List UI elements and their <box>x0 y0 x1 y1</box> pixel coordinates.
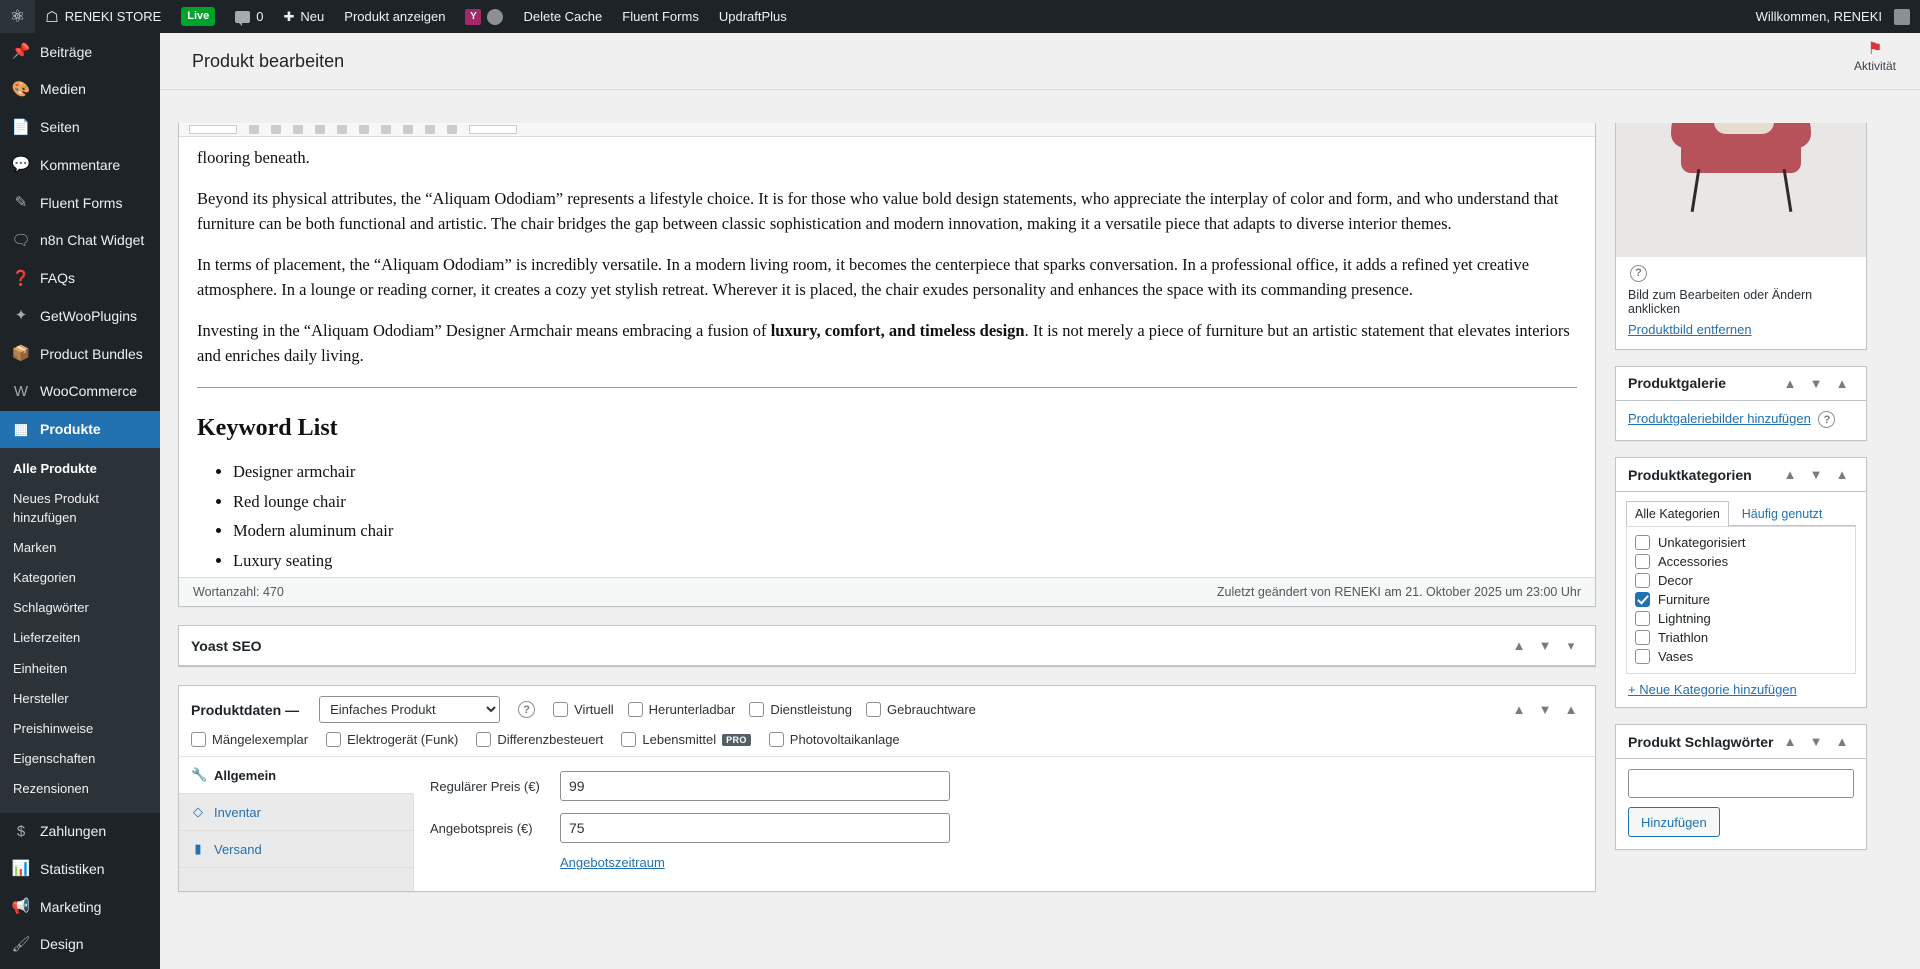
comment-icon: 💬 <box>11 156 31 174</box>
product-photo <box>1616 123 1866 257</box>
featured-image-caption: Bild zum Bearbeiten oder Ändern anklicken <box>1628 287 1813 316</box>
sidebar-item-label: Beiträge <box>40 43 93 60</box>
checkbox-box[interactable] <box>1635 592 1650 607</box>
category-label: Decor <box>1658 573 1693 588</box>
product-data-title: Produktdaten — <box>191 701 300 718</box>
checkbox-box[interactable] <box>621 732 636 747</box>
page-icon: 📄 <box>11 118 31 136</box>
checkbox-differenzbesteuert[interactable] <box>476 732 603 747</box>
live-badge: Live <box>171 0 225 33</box>
category-checklist[interactable] <box>1626 526 1856 674</box>
main-area <box>160 123 1920 969</box>
keyword-list <box>197 459 1577 577</box>
product-gallery-box <box>1615 366 1867 442</box>
activity-button[interactable] <box>1844 40 1906 73</box>
list-item: • Designer armchair <box>233 459 1577 485</box>
checkbox-elektrogeraet[interactable] <box>326 732 458 747</box>
pin-icon: 📌 <box>11 43 31 60</box>
sidebar-item-label: FAQs <box>40 270 76 287</box>
numbered-list-icon[interactable] <box>315 125 325 134</box>
category-item-lightning[interactable] <box>1635 609 1847 628</box>
products-icon: ▦ <box>13 420 29 438</box>
checkbox-virtuell[interactable] <box>553 702 614 717</box>
gallery-box-title: Produktgalerie <box>1628 375 1727 391</box>
chat-icon: 🗨 <box>11 231 31 249</box>
checkbox-box[interactable] <box>1635 554 1650 569</box>
word-count: Wortanzahl: 470 <box>193 585 284 599</box>
gallery-box-body <box>1616 401 1866 441</box>
align-left-icon[interactable] <box>359 125 369 134</box>
category-label: Vases <box>1658 649 1694 664</box>
category-label: Furniture <box>1658 592 1711 607</box>
editor-paragraph: flooring beneath. <box>197 148 310 167</box>
submenu-item-preishinweise[interactable]: Preishinweise <box>13 720 94 736</box>
help-icon[interactable]: ? <box>518 701 535 718</box>
tab-versand[interactable] <box>179 831 413 868</box>
product-categories-box <box>1615 457 1867 708</box>
category-item-accessories[interactable] <box>1635 552 1847 571</box>
toggle-panel-icon[interactable]: ▲ <box>1835 734 1849 749</box>
field-label: Regulärer Preis (€) <box>430 778 540 794</box>
editor-paragraph: Beyond its physical attributes, the “Aliquam Ododiam” represents a lifestyle choice. It is for those who value bold design statements, who appreciate the interplay of color and form, and who understand that furniture can be both functional and artistic. The chair bridges the gap between classic sophistication and modern innovation, making it a versatile piece that adapts to diverse interior themes. <box>197 188 1559 234</box>
list-item: • Luxury seating <box>233 548 1577 574</box>
sidebar-item-label: Fluent Forms <box>40 194 123 211</box>
checkbox-label: Differenzbesteuert <box>497 732 604 747</box>
sale-schedule-link[interactable]: Angebotszeitraum <box>560 855 665 870</box>
editor-content[interactable] <box>179 137 1595 577</box>
toggle-panel-icon[interactable]: ▾ <box>1567 637 1575 653</box>
checkbox-herunterladbar[interactable] <box>628 702 736 717</box>
page-header <box>160 33 1920 90</box>
flag-icon: ⚑ <box>1867 39 1883 58</box>
toggle-panel-icon[interactable]: ▲ <box>1835 467 1849 482</box>
sidebar-item-label: WooCommerce <box>40 383 137 400</box>
updraftplus-label: UpdraftPlus <box>718 9 787 24</box>
add-gallery-images-link[interactable]: Produktgaleriebilder hinzufügen <box>1628 410 1811 426</box>
checkbox-box[interactable] <box>553 702 568 717</box>
site-name-button[interactable] <box>35 0 171 33</box>
category-label: Lightning <box>1658 611 1711 626</box>
payments-icon: $ <box>16 822 26 840</box>
category-label: Triathlon <box>1658 630 1709 645</box>
submenu-item-schlagwoerter[interactable]: Schlagwörter <box>13 600 89 616</box>
more-tag-icon[interactable] <box>447 125 457 134</box>
admin-sidebar-menu <box>0 33 160 969</box>
tags-handle-actions <box>1778 730 1854 754</box>
sale-price-input[interactable] <box>560 813 950 843</box>
keyword-list-heading: Keyword List <box>197 414 338 441</box>
wrench-icon: 🔧 <box>191 767 208 782</box>
faq-icon: ❓ <box>11 269 31 287</box>
activity-label: Aktivität <box>1853 58 1896 73</box>
featured-image-remove-wrap <box>1616 320 1866 349</box>
move-up-icon[interactable]: ▲ <box>1783 375 1797 391</box>
submenu-item-lieferzeiten[interactable]: Lieferzeiten <box>13 630 81 646</box>
checkbox-box[interactable] <box>326 732 341 747</box>
gallery-box-header <box>1616 367 1866 401</box>
sidebar-item-faqs[interactable] <box>0 260 160 298</box>
sidebar-item-label: GetWooPlugins <box>40 307 138 324</box>
checkbox-label: Dienstleistung <box>770 702 853 717</box>
sidebar-item-label: Product Bundles <box>40 345 143 362</box>
bundle-icon: 📦 <box>11 345 31 362</box>
checkbox-lebensmittel[interactable] <box>621 732 750 747</box>
move-down-icon[interactable]: ▼ <box>1809 467 1823 482</box>
sidebar-item-label: Zahlungen <box>40 823 107 840</box>
inventory-icon: ◇ <box>193 804 203 819</box>
chair-pillow-shape <box>1714 123 1774 134</box>
toggle-panel-icon[interactable]: ▲ <box>1564 702 1578 717</box>
add-category-wrap <box>1616 674 1866 707</box>
updraftplus-button[interactable] <box>709 0 797 33</box>
view-product-button[interactable] <box>334 0 455 33</box>
editor-divider <box>197 387 1577 388</box>
checkbox-box[interactable] <box>1635 535 1650 550</box>
sidebar-item-kommentare[interactable] <box>0 146 160 184</box>
category-tabs <box>1626 500 1856 526</box>
submenu-item-einheiten[interactable]: Einheiten <box>13 660 68 676</box>
product-tags-box <box>1615 724 1867 850</box>
move-up-icon[interactable]: ▲ <box>1783 467 1797 482</box>
greeting-label: Willkommen, RENEKI <box>1755 9 1882 24</box>
help-icon[interactable]: ? <box>1630 265 1647 282</box>
bold-icon[interactable] <box>249 125 259 134</box>
sidebar-item-label: n8n Chat Widget <box>40 232 145 249</box>
product-data-header <box>179 686 1595 723</box>
checkbox-gebrauchtware[interactable] <box>866 702 976 717</box>
checkbox-box[interactable] <box>1635 649 1650 664</box>
submenu-item-eigenschaften[interactable]: Eigenschaften <box>13 751 96 767</box>
categories-box-header <box>1616 458 1866 492</box>
field-regular-price <box>430 771 1579 801</box>
last-modified: Zuletzt geändert von RENEKI am 21. Oktober 2025 um 23:00 Uhr <box>1216 585 1581 599</box>
category-item-furniture[interactable] <box>1635 590 1847 609</box>
move-down-icon[interactable]: ▼ <box>1538 638 1552 653</box>
product-data-box <box>178 685 1596 892</box>
category-item-triathlon[interactable] <box>1635 628 1847 647</box>
checkbox-box[interactable] <box>866 702 881 717</box>
sidebar-item-label: Statistiken <box>40 860 105 877</box>
add-tag-button[interactable]: Hinzufügen <box>1628 807 1720 837</box>
category-item-unkategorisiert[interactable] <box>1635 533 1847 552</box>
checkbox-label: Elektrogerät (Funk) <box>347 732 459 747</box>
checkbox-label: Herunterladbar <box>648 702 736 717</box>
submenu-item-marken[interactable]: Marken <box>13 539 57 555</box>
editor-status-bar <box>179 577 1595 606</box>
move-down-icon[interactable]: ▼ <box>1809 734 1823 749</box>
checkbox-box[interactable] <box>1635 611 1650 626</box>
comment-count: 0 <box>256 9 264 24</box>
category-item-vases[interactable] <box>1635 647 1847 666</box>
checkbox-box[interactable] <box>628 702 643 717</box>
my-account-button[interactable] <box>1746 0 1920 33</box>
product-data-handle-actions <box>1507 698 1583 722</box>
editor-toolbar[interactable] <box>179 123 1595 137</box>
admin-bar-right <box>1746 0 1920 33</box>
link-icon[interactable] <box>425 125 435 134</box>
checkbox-box[interactable] <box>1635 573 1650 588</box>
sidebar-item-design[interactable] <box>0 926 160 964</box>
plus-icon: ✚ <box>283 8 295 24</box>
checkbox-photovoltaikanlage[interactable] <box>769 732 900 747</box>
categories-box-title: Produktkategorien <box>1628 466 1752 483</box>
product-data-fields <box>414 757 1595 891</box>
tab-label: Allgemein <box>214 767 277 783</box>
sidebar-item-label: Kommentare <box>40 156 121 173</box>
fluent-forms-label: Fluent Forms <box>622 9 699 24</box>
yoast-seo-icon: Y <box>465 9 481 25</box>
comments-button[interactable] <box>225 0 273 33</box>
editor-paragraph-final <box>197 318 1577 369</box>
sidebar-item-plugins[interactable] <box>0 964 160 969</box>
editor-paragraph: In terms of placement, the “Aliquam Ododiam” is incredibly versatile. In a modern living room, it becomes the centerpiece that sparks conversation. In a professional office, it adds a refined yet creative atmosphere. In a lounge or reading corner, it creates a cozy yet stylish retreat. Wherever it is placed, the chair exudes personality and enhances the space with its commanding presence. <box>197 254 1530 300</box>
checkbox-dienstleistung[interactable] <box>749 702 852 717</box>
checkbox-label: Virtuell <box>574 702 614 717</box>
admin-content <box>160 33 1920 969</box>
align-center-icon[interactable] <box>381 125 391 134</box>
submenu-item-alle-produkte[interactable]: Alle Produkte <box>13 461 97 477</box>
sidebar-item-produkte[interactable] <box>0 411 160 449</box>
tab-all-categories[interactable]: Alle Kategorien <box>1626 501 1729 526</box>
sidebar-item-zahlungen[interactable] <box>0 813 160 851</box>
featured-image-wrap[interactable] <box>1616 123 1866 257</box>
page-title: Produkt bearbeiten <box>192 51 345 71</box>
checkbox-box[interactable] <box>769 732 784 747</box>
primary-column <box>178 123 1596 910</box>
admin-bar <box>0 0 1920 33</box>
content-editor-box <box>178 123 1596 607</box>
chair-leg-right-shape <box>1782 169 1792 212</box>
field-sale-price <box>430 813 1579 843</box>
final-paragraph-post: . It is not merely a piece of furniture but an artistic statement that elevates interiors and enriches daily living. <box>197 320 1570 366</box>
checkbox-box[interactable] <box>191 732 206 747</box>
shipping-icon: ▮ <box>194 841 202 856</box>
wordpress-logo-button[interactable] <box>0 0 35 33</box>
megaphone-icon: 📢 <box>11 898 31 915</box>
blockquote-icon[interactable] <box>337 125 347 134</box>
submenu-item-neues-produkt[interactable]: Neues Produkt hinzufügen <box>13 491 99 525</box>
form-icon: ✎ <box>14 194 28 211</box>
move-up-icon[interactable]: ▲ <box>1783 734 1797 749</box>
categories-handle-actions <box>1778 463 1854 487</box>
sidebar-item-fluent-forms[interactable] <box>0 184 160 222</box>
product-data-flags-row <box>179 723 1595 756</box>
submenu-item-rezensionen[interactable]: Rezensionen <box>13 781 89 797</box>
tags-box-header <box>1616 725 1866 759</box>
field-label: Angebotspreis (€) <box>430 820 533 836</box>
checkbox-box[interactable] <box>1635 630 1650 645</box>
yoast-handle-actions <box>1507 634 1583 658</box>
produkte-submenu <box>0 448 160 812</box>
submenu-item-kategorien[interactable]: Kategorien <box>13 570 76 585</box>
checkbox-label: Photovoltaikanlage <box>789 732 900 747</box>
tab-allgemein[interactable] <box>179 757 414 794</box>
featured-image-help-row <box>1616 257 1866 286</box>
bulleted-list-icon[interactable] <box>293 125 303 134</box>
category-label: Unkategorisiert <box>1658 535 1746 550</box>
yoast-seo-box <box>178 625 1596 667</box>
final-paragraph-bold: luxury, comfort, and timeless design <box>770 320 1025 340</box>
remove-product-image-link[interactable]: Produktbild entfernen <box>1628 321 1752 337</box>
sidebar-item-label: Marketing <box>40 898 102 915</box>
delete-cache-button[interactable] <box>513 0 612 33</box>
comment-icon <box>235 11 250 23</box>
toolbar-toggle-icon[interactable] <box>469 125 517 134</box>
sidebar-item-label: Produkte <box>40 421 101 438</box>
product-data-tabs <box>179 757 414 891</box>
featured-image[interactable] <box>1616 123 1866 257</box>
delete-cache-label: Delete Cache <box>523 9 603 24</box>
tag-add-wrap <box>1628 807 1854 837</box>
plugin-star-icon: ✦ <box>14 307 28 325</box>
sidebar-item-label: Design <box>40 936 84 953</box>
help-icon[interactable]: ? <box>1818 411 1835 428</box>
move-up-icon[interactable]: ▲ <box>1512 702 1526 717</box>
checkbox-label: Lebensmittel <box>642 732 717 747</box>
new-content-button[interactable] <box>274 0 335 33</box>
align-right-icon[interactable] <box>403 125 413 134</box>
list-item: • Modern aluminum chair <box>233 518 1577 544</box>
pro-badge: PRO <box>722 734 751 746</box>
sidebar-item-woocommerce[interactable] <box>0 373 160 411</box>
product-data-body <box>179 756 1595 891</box>
toggle-panel-icon[interactable]: ▲ <box>1835 375 1849 391</box>
sidebar-item-seiten[interactable] <box>0 109 160 147</box>
avatar <box>1894 9 1910 25</box>
chair-leg-left-shape <box>1690 169 1700 212</box>
wordpress-logo-icon: ⚛ <box>10 7 26 26</box>
paragraph-format-select[interactable] <box>189 125 237 134</box>
checkbox-box[interactable] <box>476 732 491 747</box>
tab-inventar[interactable] <box>179 794 413 831</box>
gallery-handle-actions <box>1778 371 1854 395</box>
add-new-category-link[interactable]: + Neue Kategorie hinzufügen <box>1628 682 1797 697</box>
secondary-column <box>1615 123 1867 866</box>
yoast-box-title: Yoast SEO <box>191 637 262 654</box>
checkbox-label: Mängelexemplar <box>212 732 309 747</box>
product-image-box <box>1615 123 1867 350</box>
home-icon: ☖ <box>45 8 59 26</box>
regular-price-input[interactable] <box>560 771 950 801</box>
yoast-seo-button[interactable] <box>455 0 513 33</box>
sidebar-item-label: Seiten <box>40 119 80 136</box>
tab-label: Versand <box>214 841 262 857</box>
category-label: Accessories <box>1658 554 1729 569</box>
tags-box-title: Produkt Schlagwörter <box>1628 733 1774 750</box>
sidebar-item-marketing[interactable] <box>0 888 160 926</box>
new-label: Neu <box>300 9 325 24</box>
product-type-select[interactable] <box>319 696 500 723</box>
list-item: • Red lounge chair <box>233 489 1577 515</box>
sidebar-item-product-bundles[interactable] <box>0 335 160 373</box>
chart-icon: 📊 <box>11 860 31 878</box>
tags-box-body <box>1616 759 1866 849</box>
move-down-icon[interactable]: ▼ <box>1538 702 1552 717</box>
italic-icon[interactable] <box>271 125 281 134</box>
fluent-forms-button[interactable] <box>612 0 709 33</box>
submenu-item-hersteller[interactable]: Hersteller <box>13 690 69 706</box>
site-name-label: RENEKI STORE <box>64 9 162 24</box>
tag-input[interactable] <box>1628 769 1854 798</box>
appearance-icon: 🖌 <box>11 935 31 953</box>
final-paragraph-pre: Investing in the “Aliquam Ododiam” Designer Armchair means embracing a fusion of <box>197 320 771 340</box>
checkbox-label: Gebrauchtware <box>887 702 976 717</box>
move-up-icon[interactable]: ▲ <box>1512 638 1526 653</box>
sidebar-item-getwooplugins[interactable] <box>0 297 160 335</box>
category-item-decor[interactable] <box>1635 571 1847 590</box>
tab-label: Inventar <box>214 804 261 820</box>
sidebar-item-statistiken[interactable] <box>0 850 160 888</box>
sidebar-item-n8n-chat-widget[interactable] <box>0 222 160 260</box>
sidebar-item-beitraege[interactable] <box>0 33 160 71</box>
status-circle-icon <box>487 9 503 25</box>
move-down-icon[interactable]: ▼ <box>1809 375 1823 391</box>
checkbox-maengelexemplar[interactable] <box>191 732 308 747</box>
view-product-label: Produkt anzeigen <box>344 9 446 24</box>
sidebar-item-label: Medien <box>40 81 86 98</box>
yoast-box-header <box>179 626 1595 666</box>
sidebar-item-medien[interactable] <box>0 71 160 109</box>
checkbox-box[interactable] <box>749 702 764 717</box>
tab-most-used-categories[interactable]: Häufig genutzt <box>1741 507 1823 521</box>
woocommerce-icon: W <box>13 382 29 400</box>
media-icon: 🎨 <box>11 80 31 98</box>
